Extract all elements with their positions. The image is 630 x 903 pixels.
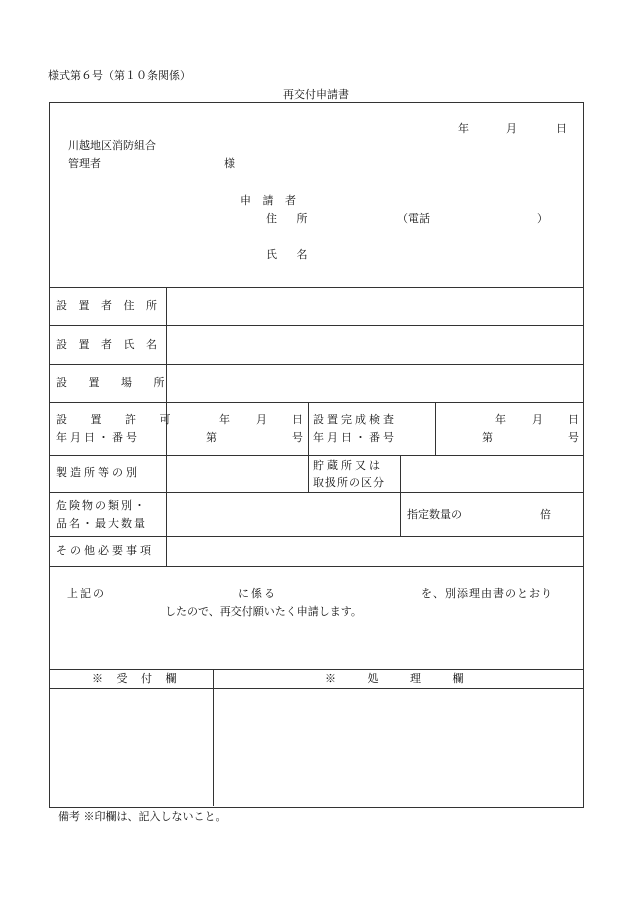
permit-year: 年 bbox=[219, 413, 230, 426]
inspection-month: 月 bbox=[532, 413, 543, 426]
inspection-day: 日 bbox=[568, 413, 579, 426]
inspection-label-2: 年月日・番号 bbox=[313, 431, 397, 444]
divider bbox=[50, 536, 583, 537]
installer-address-label: 設 置 者 住 所 bbox=[56, 299, 161, 312]
statement-part2: に係る bbox=[238, 587, 277, 600]
divider bbox=[435, 402, 436, 455]
applicant-label: 申 請 者 bbox=[240, 194, 300, 207]
inspection-no-prefix: 第 bbox=[482, 431, 493, 444]
inspection-no-suffix: 号 bbox=[568, 431, 579, 444]
times-label: 倍 bbox=[540, 508, 551, 521]
storage-label-1: 貯蔵所又は bbox=[313, 459, 383, 472]
phone-close: ） bbox=[537, 212, 548, 225]
divider bbox=[50, 566, 583, 567]
processing-label: ※ 処 理 欄 bbox=[325, 672, 478, 685]
divider bbox=[400, 455, 401, 536]
remarks-note: 備考 ※印欄は、記入しないこと。 bbox=[58, 810, 227, 823]
hazmat-label-1: 危険物の類別・ bbox=[56, 499, 147, 512]
hazmat-label-2: 品名・最大数量 bbox=[56, 517, 147, 530]
inspection-year: 年 bbox=[495, 413, 506, 426]
permit-day: 日 bbox=[292, 413, 303, 426]
storage-label-2: 取扱所の区分 bbox=[313, 476, 385, 489]
facility-type-label: 製造所等の別 bbox=[56, 466, 140, 479]
designated-quantity-label: 指定数量の bbox=[407, 508, 462, 521]
name-label: 氏 名 bbox=[266, 248, 316, 261]
divider bbox=[166, 287, 167, 566]
permit-no-prefix: 第 bbox=[206, 431, 217, 444]
recipient-honorific: 様 bbox=[224, 157, 235, 170]
divider bbox=[50, 325, 583, 326]
divider bbox=[213, 669, 214, 806]
permit-label-1: 設 置 許 可 bbox=[56, 413, 181, 426]
divider bbox=[50, 287, 583, 288]
form-title: 再交付申請書 bbox=[283, 88, 349, 101]
phone-open: （電話 bbox=[397, 212, 430, 225]
divider bbox=[50, 455, 583, 456]
installation-place-label: 設 置 場 所 bbox=[56, 376, 174, 389]
statement-part3: を、別添理由書のとおり bbox=[421, 587, 553, 600]
divider bbox=[50, 492, 583, 493]
permit-no-suffix: 号 bbox=[292, 431, 303, 444]
inspection-label-1: 設置完成検査 bbox=[313, 413, 397, 426]
other-items-label: その他必要事項 bbox=[56, 544, 154, 557]
installer-name-label: 設 置 者 氏 名 bbox=[56, 338, 161, 351]
divider bbox=[50, 402, 583, 403]
recipient-org: 川越地区消防組合 bbox=[68, 139, 156, 152]
form-number: 様式第６号（第１０条関係） bbox=[48, 69, 191, 82]
recipient-role: 管理者 bbox=[68, 157, 101, 170]
address-label: 住 所 bbox=[266, 212, 316, 225]
permit-label-2: 年月日・番号 bbox=[56, 431, 140, 444]
statement-line2: したので、再交付願いたく申請します。 bbox=[165, 605, 362, 618]
date-month: 月 bbox=[506, 122, 517, 135]
divider bbox=[50, 669, 583, 670]
statement-part1: 上記の bbox=[67, 587, 106, 600]
divider bbox=[50, 364, 583, 365]
reception-label: ※ 受 付 欄 bbox=[92, 672, 182, 685]
divider bbox=[308, 402, 309, 492]
divider bbox=[50, 688, 583, 689]
permit-month: 月 bbox=[256, 413, 267, 426]
date-day: 日 bbox=[556, 122, 567, 135]
date-year: 年 bbox=[458, 122, 469, 135]
